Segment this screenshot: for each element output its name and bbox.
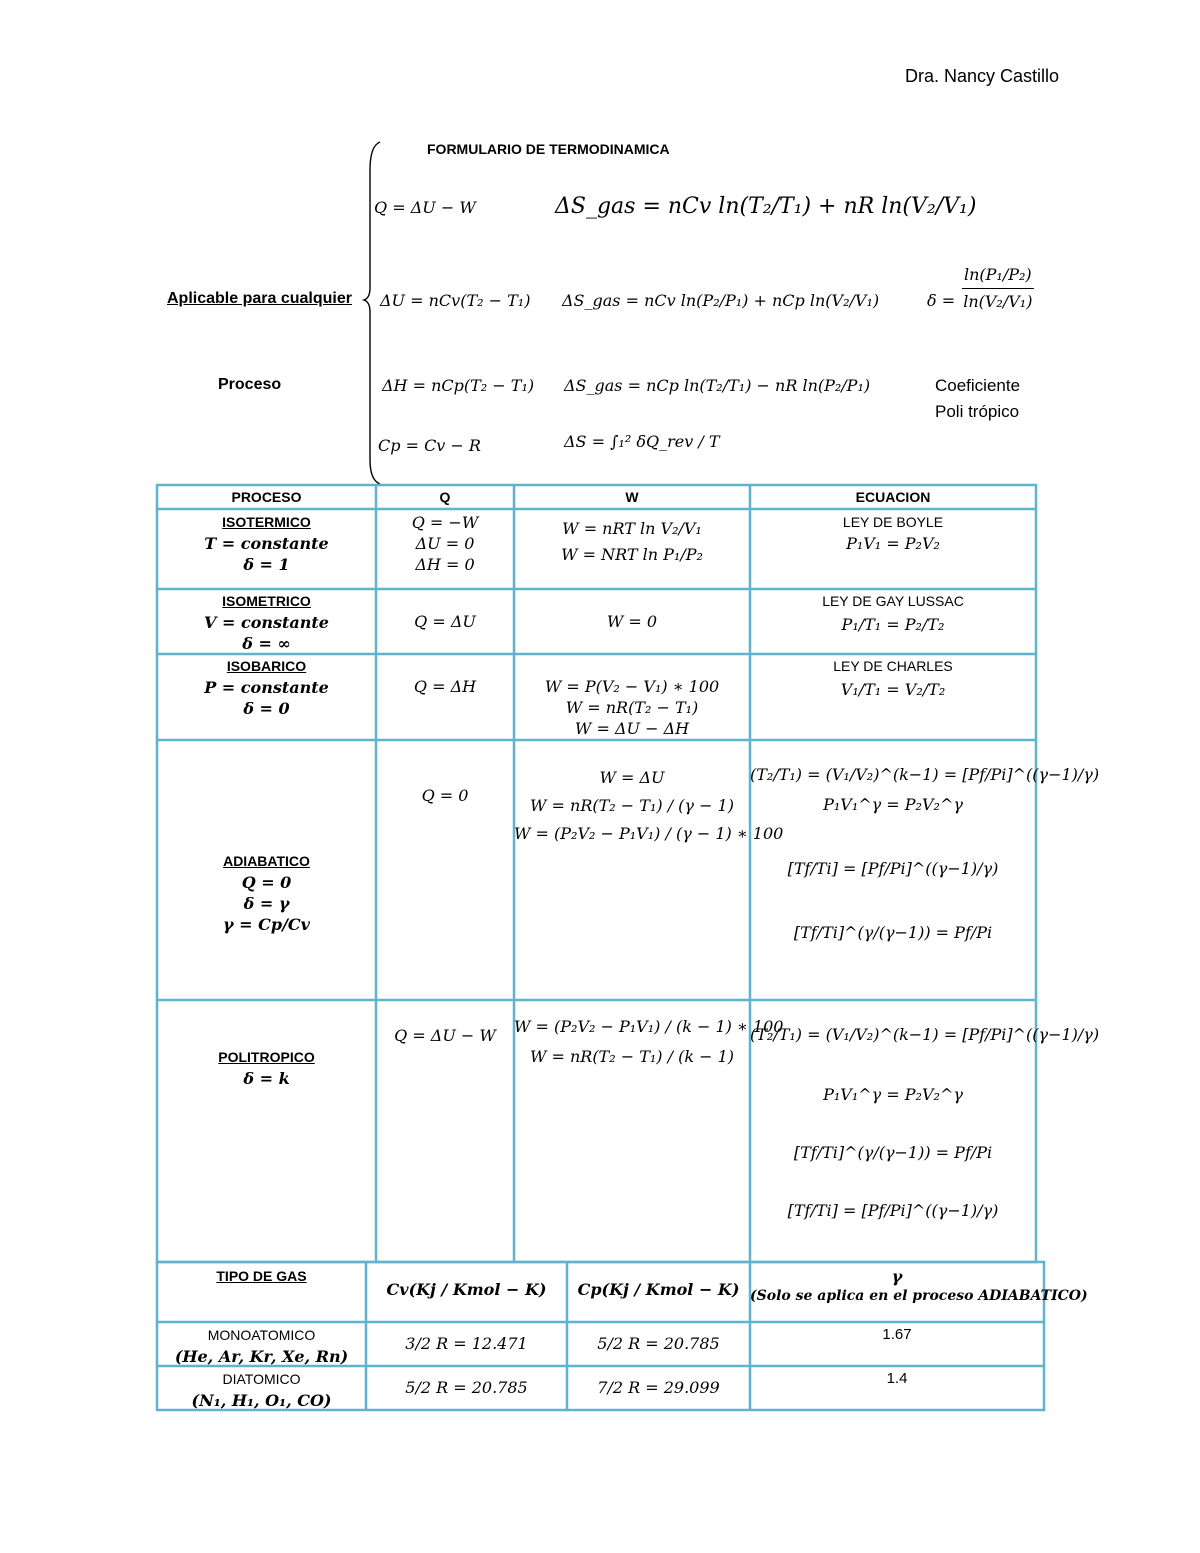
entropy-eq-1: ΔS_gas = nCv ln(T₂/T₁) + nR ln(V₂/V₁)	[555, 194, 977, 219]
w-eq: W = nRT ln V₂/V₁	[562, 519, 702, 538]
gas-gamma-value: 1.67	[882, 1326, 912, 1343]
gas-gamma-value: 1.4	[886, 1370, 908, 1387]
w-eq: W = ΔU − ΔH	[574, 719, 690, 738]
gas-header-type: TIPO DE GAS	[216, 1268, 307, 1284]
entropy-integral-eq: ΔS = ∫₁² δQ_rev / T	[564, 432, 720, 451]
adiabatic-relation: [Tf/Ti]^(γ/(γ−1)) = Pf/Pi	[793, 923, 993, 942]
q-eq: Q = −W	[411, 513, 479, 532]
process-condition: δ = 0	[243, 699, 290, 718]
row-isometrico-eq	[750, 591, 1036, 638]
internal-energy-eq: ΔU = nCv(T₂ − T₁)	[380, 291, 531, 310]
law-eq: V₁/T₁ = V₂/T₂	[840, 680, 946, 699]
delta-denominator: ln(V₂/V₁)	[963, 292, 1033, 311]
mayer-relation-eq: Cp = Cv − R	[378, 436, 481, 455]
w-eq: W = nR(T₂ − T₁)	[565, 698, 699, 717]
process-name: ISOMETRICO	[222, 593, 311, 609]
gas-species: (He, Ar, Kr, Xe, Rn)	[174, 1347, 349, 1366]
w-eq: W = nR(T₂ − T₁) / (k − 1)	[529, 1047, 735, 1066]
adiabatic-relation: [Tf/Ti] = [Pf/Pi]^((γ−1)/γ)	[787, 859, 999, 878]
author-name: Dra. Nancy Castillo	[905, 66, 1060, 86]
header-ecuacion: ECUACION	[855, 489, 931, 505]
q-eq: ΔH = 0	[415, 555, 475, 574]
row-adiabatico-w	[514, 764, 784, 848]
w-eq: W = (P₂V₂ − P₁V₁) / (γ − 1) ∗ 100	[514, 824, 784, 843]
row-isobarico-w	[514, 676, 750, 739]
gas-header-gamma	[750, 1267, 1088, 1305]
w-eq: W = nR(T₂ − T₁) / (γ − 1)	[530, 796, 734, 815]
process-condition: δ = 1	[243, 555, 290, 574]
law-name: LEY DE CHARLES	[833, 658, 953, 674]
gas-cp-value: 5/2 R = 20.785	[597, 1334, 720, 1353]
delta-lhs: δ =	[927, 291, 956, 310]
process-condition: δ = k	[243, 1069, 290, 1088]
header-proceso: PROCESO	[231, 489, 302, 505]
gas-row-monoatomico	[157, 1325, 366, 1367]
gas-species: (N₁, H₁, O₁, CO)	[191, 1391, 332, 1410]
row-adiabatico-process	[157, 851, 376, 935]
page-title: FORMULARIO DE TERMODINAMICA	[427, 141, 670, 157]
process-condition: T = constante	[204, 534, 329, 553]
q-eq: Q = ΔU − W	[394, 1026, 496, 1045]
polytropic-relation: (T₂/T₁) = (V₁/V₂)^(k−1) = [Pf/Pi]^((γ−1)/γ)	[750, 1025, 1100, 1044]
gas-cp-value: 7/2 R = 29.099	[597, 1378, 720, 1397]
gas-row-diatomico	[157, 1369, 366, 1411]
row-isometrico-process	[157, 591, 376, 654]
gas-header-cp: Cp(Kj / Kmol − K)	[577, 1280, 740, 1299]
row-isometrico-q	[376, 611, 514, 632]
first-law-eq: Q = ΔU − W	[374, 198, 476, 217]
intro-label-process: Proceso	[218, 376, 282, 393]
intro-label-applicable: Aplicable para cualquier	[167, 290, 352, 307]
law-name: LEY DE GAY LUSSAC	[822, 593, 964, 609]
process-name: ISOBARICO	[226, 658, 307, 674]
process-condition: V = constante	[204, 613, 329, 632]
header-w: W	[625, 489, 639, 505]
process-name: ISOTERMICO	[222, 514, 311, 530]
law-name: LEY DE BOYLE	[842, 514, 944, 530]
gas-name: DIATOMICO	[222, 1371, 301, 1387]
polytropic-relation: [Tf/Ti] = [Pf/Pi]^((γ−1)/γ)	[787, 1201, 999, 1220]
header-q: Q	[439, 489, 451, 505]
w-eq: W = ΔU	[599, 768, 665, 787]
adiabatic-relation: P₁V₁^γ = P₂V₂^γ	[823, 795, 963, 814]
row-isobarico-q	[376, 676, 514, 697]
row-politropico-w	[514, 1012, 784, 1072]
gamma-note: (Solo se aplica en el proceso ADIABATICO)	[750, 1288, 1088, 1304]
polytropic-relation: [Tf/Ti]^(γ/(γ−1)) = Pf/Pi	[793, 1143, 993, 1162]
row-isotermico-w	[514, 516, 750, 568]
entropy-eq-2: ΔS_gas = nCv ln(P₂/P₁) + nCp ln(V₂/V₁)	[562, 291, 880, 310]
gamma-symbol: γ	[891, 1267, 903, 1286]
row-adiabatico-q	[376, 785, 514, 806]
process-condition: δ = ∞	[242, 634, 291, 653]
process-condition: P = constante	[204, 678, 329, 697]
row-adiabatico-eq	[750, 760, 1100, 948]
process-condition: γ = Cp/Cv	[223, 915, 310, 934]
q-eq: ΔU = 0	[415, 534, 475, 553]
process-condition: Q = 0	[241, 873, 292, 892]
row-isometrico-w	[514, 611, 750, 632]
row-politropico-process	[157, 1047, 376, 1089]
q-eq: Q = 0	[421, 786, 469, 805]
q-eq: Q = ΔU	[414, 612, 476, 631]
row-politropico-eq	[750, 1020, 1100, 1226]
w-eq: W = (P₂V₂ − P₁V₁) / (k − 1) ∗ 100	[514, 1017, 784, 1036]
entropy-eq-3: ΔS_gas = nCp ln(T₂/T₁) − nR ln(P₂/P₁)	[564, 376, 871, 395]
delta-numerator: ln(P₁/P₂)	[962, 262, 1034, 289]
row-isotermico-process	[157, 512, 376, 575]
adiabatic-relation: (T₂/T₁) = (V₁/V₂)^(k−1) = [Pf/Pi]^((γ−1)/γ)	[750, 765, 1100, 784]
coefficient-label-1: Coeficiente	[935, 376, 1021, 395]
w-eq: W = P(V₂ − V₁) ∗ 100	[544, 677, 720, 696]
process-name: POLITROPICO	[218, 1049, 315, 1065]
gas-header-cv: Cv(Kj / Kmol − K)	[386, 1280, 547, 1299]
enthalpy-eq: ΔH = nCp(T₂ − T₁)	[382, 376, 535, 395]
polytropic-relation: P₁V₁^γ = P₂V₂^γ	[823, 1085, 963, 1104]
row-isobarico-process	[157, 656, 376, 719]
coefficient-label-2: Poli trópico	[935, 402, 1020, 421]
row-politropico-q	[376, 1025, 514, 1046]
gas-cv-value: 5/2 R = 20.785	[405, 1378, 528, 1397]
q-eq: Q = ΔH	[413, 677, 477, 696]
gas-cv-value: 3/2 R = 12.471	[405, 1334, 528, 1353]
row-isotermico-eq	[750, 512, 1036, 554]
process-name: ADIABATICO	[223, 853, 310, 869]
row-isotermico-q	[376, 512, 514, 575]
gas-name: MONOATOMICO	[207, 1327, 316, 1343]
law-eq: P₁/T₁ = P₂/T₂	[841, 615, 945, 634]
process-condition: δ = γ	[243, 894, 290, 913]
w-eq: W = 0	[606, 612, 658, 631]
law-eq: P₁V₁ = P₂V₂	[846, 534, 940, 553]
row-isobarico-eq	[750, 656, 1036, 703]
w-eq: W = NRT ln P₁/P₂	[561, 545, 703, 564]
